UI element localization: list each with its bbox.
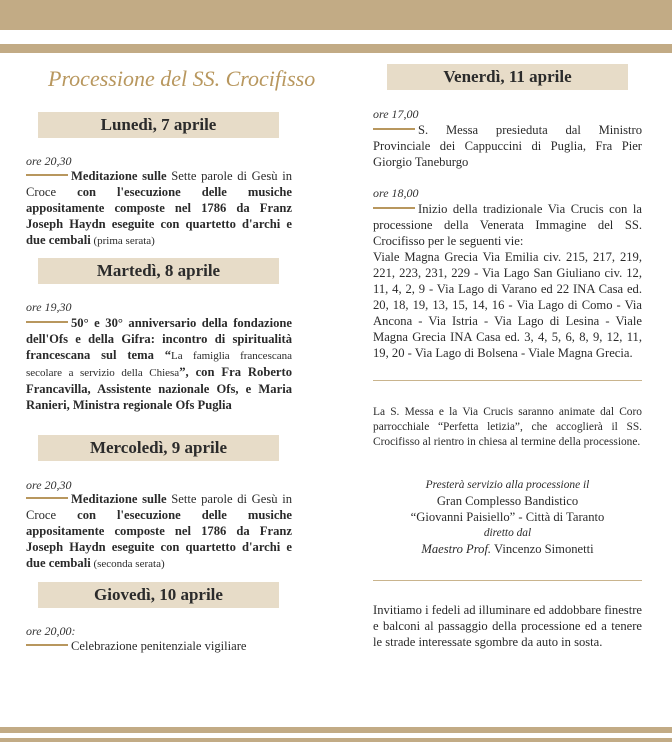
day-heading-friday: Venerdì, 11 aprile	[387, 64, 628, 90]
day-heading-thursday: Giovedì, 10 aprile	[38, 582, 279, 608]
event-thursday: Celebrazione penitenziale vigiliare	[26, 638, 292, 654]
procession-route: Viale Magna Grecia Via Emilia civ. 215, 217, 219, 221, 223, 231, 229 - Via Lago San Giuliano civ. 12, 11, 4, 2, 9 - Via Lago di Varano ed 22 INA Casa ed. 20, 18, 19, 13, 15, 14, 16 - Via Lago di Como - Via Ancona - Via Istria - Via Lago di Lesina - Viale Magna Grecia INA Casa ed. 3, 4, 5, 6, 8, 9, 12, 11, 19, 20 - Via Lago di Bolsena - Viale Magna Grecia.	[373, 250, 642, 360]
time-tuesday: ore 19,30	[26, 300, 72, 314]
dash-marker	[373, 128, 415, 130]
dash-marker	[26, 321, 68, 323]
time-friday-2: ore 18,00	[373, 186, 419, 200]
day-heading-monday: Lunedì, 7 aprile	[38, 112, 279, 138]
dash-marker	[26, 497, 68, 499]
dash-marker	[373, 207, 415, 209]
band-credit: Presterà servizio alla processione il Gran Complesso Bandistico “Giovanni Paisiello” - Città di Taranto diretto dal Maestro Prof. Vincenzo Simonetti	[410, 479, 605, 556]
time-thursday: ore 20,00:	[26, 624, 76, 638]
divider-1	[373, 380, 642, 381]
dash-marker	[26, 644, 68, 646]
top-band	[0, 0, 672, 30]
event-tuesday: 50° e 30° anniversario della fondazione dell'Ofs e della Gifra: incontro di spiritualità francescana sul tema “La famiglia francescana secolare a servizio della Chiesa”, con Fra Roberto Francavilla, Assistente nazionale Ofs, e Maria Ranieri, Ministra regionale Ofs Puglia	[26, 316, 292, 412]
day-heading-tuesday: Martedì, 8 aprile	[38, 258, 279, 284]
event-friday-via-crucis: Inizio della tradizionale Via Crucis con la processione della Venerata Immagine del SS. Crocifisso per le seguenti vie:	[373, 202, 642, 248]
invitation-text: Invitiamo i fedeli ad illuminare ed addobbare finestre e balconi al passaggio della processione ed a tenere le strade interessate sgombre da auto in sosta.	[373, 603, 642, 649]
page-title: Processione del SS. Crocifisso	[48, 66, 316, 91]
time-monday: ore 20,30	[26, 154, 72, 168]
top-stripe	[0, 44, 672, 53]
dash-marker	[26, 174, 68, 176]
day-heading-wednesday: Mercoledì, 9 aprile	[38, 435, 279, 461]
bottom-stripe	[0, 727, 672, 733]
event-friday-mass: S. Messa presieduta dal Ministro Provinciale dei Cappuccini di Puglia, Fra Pier Giorgio Taneburgo	[373, 123, 642, 169]
time-wednesday: ore 20,30	[26, 478, 72, 492]
divider-2	[373, 580, 642, 581]
time-friday-1: ore 17,00	[373, 107, 419, 121]
choir-note: La S. Messa e la Via Crucis saranno animate dal Coro parrocchiale “Perfetta letizia”, che accoglierà il SS. Crocifisso al rientro in chiesa al termine della processione.	[373, 406, 642, 448]
bottom-band	[0, 738, 672, 742]
event-monday: Meditazione sulle Sette parole di Gesù in Croce con l'esecuzione delle musiche appositamente composte nel 1786 da Franz Joseph Haydn eseguite con quartetto d'archi e due cembali (prima serata)	[26, 169, 293, 247]
event-wednesday: Meditazione sulle Sette parole di Gesù in Croce con l'esecuzione delle musiche appositamente composte nel 1786 da Franz Joseph Haydn eseguite con quartetto d'archi e due cembali (seconda serata)	[26, 492, 293, 570]
